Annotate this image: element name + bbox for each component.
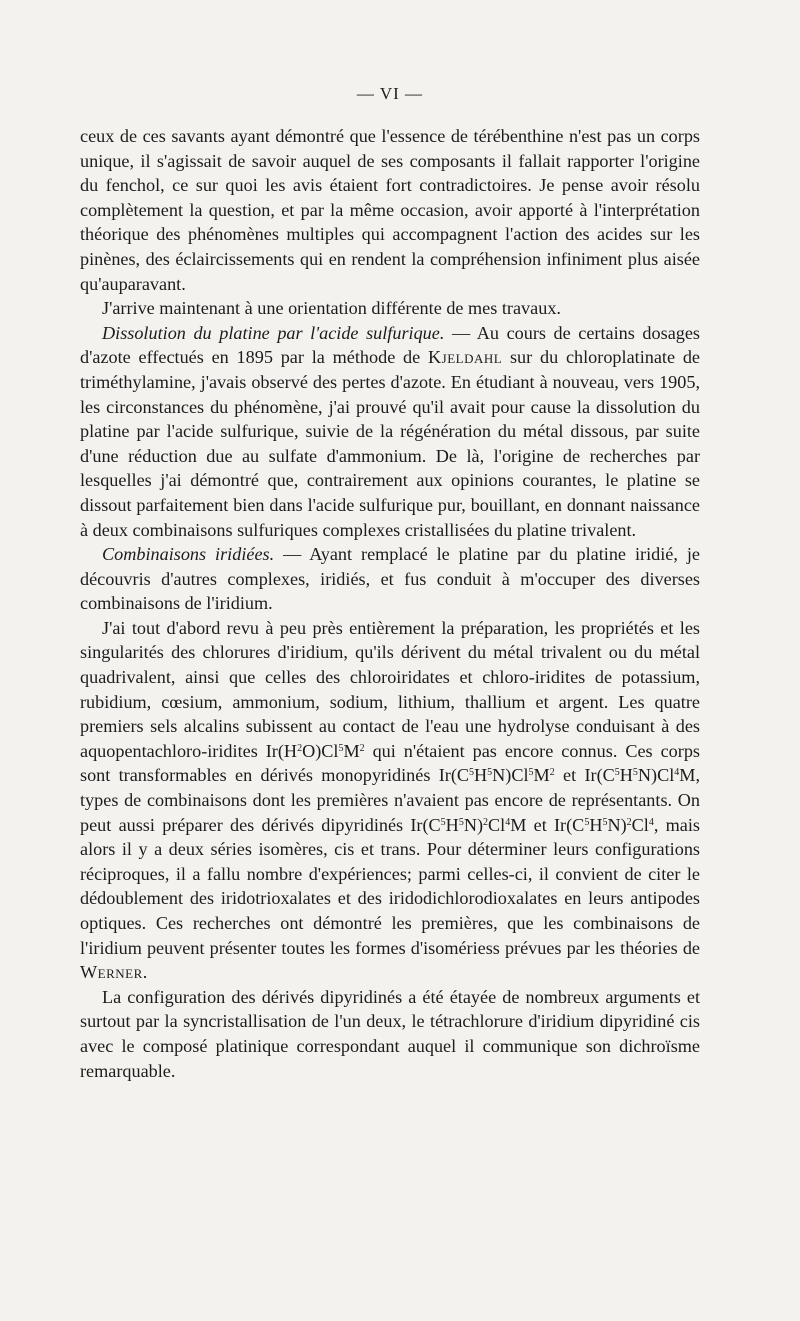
paragraph-4 [80, 542, 700, 616]
text-run: N)Cl [492, 765, 529, 786]
paragraph-1: ceux de ces savants ayant démontré que l'essence de térébenthine n'est pas un corps unique, il s'agissait de savoir auquel de ses composants il fallait rapporter l'origine du fenchol, ce sur quoi les avis étaient fort contradictoires. Je pense avoir résolu complètement la question, et par la même occasion, avoir apporté à l'interprétation théorique des phénomènes multiples qui accompagnent l'action des acides sur les pinènes, des éclaircissements qui en rendent la compréhension infiniment plus aisée qu'auparavant. [80, 126, 700, 294]
subscript-index: 2 [483, 816, 489, 828]
subscript-index: 2 [297, 742, 303, 754]
paragraph-3 [80, 321, 700, 542]
subscript-index: 5 [440, 816, 446, 828]
subscript-index: 2 [549, 767, 555, 779]
subscript-index: 5 [602, 816, 608, 828]
text-run: M et Ir(C [510, 814, 585, 835]
subscript-index: 5 [469, 767, 475, 779]
subscript-index: 5 [632, 767, 638, 779]
text-run: M, types de combinaisons dont les premières n'avaient pas encore de représentants. On peut aussi préparer des dérivés dipyridinés Ir(C [80, 765, 700, 835]
section-lead-dissolution: Dissolution du platine par l'acide sulfurique. [102, 322, 445, 343]
author-name-werner: Werner [80, 962, 143, 983]
subscript-index: 5 [614, 767, 620, 779]
subscript-index: 5 [528, 767, 534, 779]
text-run: Cl [488, 814, 506, 835]
page-number: — VI — [356, 84, 424, 103]
paragraph-2: J'arrive maintenant à une orientation différente de mes travaux. [102, 298, 561, 319]
subscript-index: 2 [359, 742, 365, 754]
subscript-index: 5 [584, 816, 590, 828]
text-run: M [343, 740, 360, 761]
text-run: H [445, 814, 459, 835]
text-run: N) [463, 814, 484, 835]
subscript-index: 5 [458, 816, 464, 828]
text-run: M [533, 765, 550, 786]
text-run: H [589, 814, 603, 835]
subscript-index: 5 [338, 742, 344, 754]
paragraph-5 [80, 616, 700, 985]
author-name-kjeldahl: Kjeldahl [428, 347, 503, 368]
paragraph-3-part-2: sur du chloroplatinate de triméthylamine, j'avais observé des pertes d'azote. En étudiant à nouveau, vers 1905, les circonstances du phénomène, j'ai prouvé qu'il avait pour cause la dissolution du platine par l'acide sulfurique, suivie de la régénération du métal dissous, par suite d'une réduction due au sulfate d'ammonium. De là, l'origine de recherches par lesquelles j'ai démontré que, contrairement aux opinions courantes, le platine se dissout parfaitement bien dans l'acide sulfurique pur, bouillant, en donnant naissance à deux combinaisons sulfuriques complexes cristallisées du platine trivalent. [80, 347, 700, 540]
subscript-index: 2 [626, 816, 632, 828]
paragraph-3-part-1: — Au cours de certains dosages d'azote effectués en 1895 par la méthode de [80, 322, 701, 368]
section-lead-iridiees: Combinaisons iridiées. [102, 544, 275, 565]
text-run: Cl [631, 814, 649, 835]
subscript-index: 4 [648, 816, 654, 828]
text-run: H [474, 765, 488, 786]
subscript-index: 4 [505, 816, 511, 828]
text-run: O)Cl [302, 740, 339, 761]
text-run: qui n'étaient pas encore connus. Ces corps sont transformables en dérivés monopyridinés Ir(C [80, 740, 700, 786]
text-run: . [142, 962, 148, 983]
paragraph-4-text: — Ayant remplacé le platine par du platine iridié, je découvris d'autres complexes, iridiés, et fus conduit à m'occuper des diverses combinaisons de l'iridium. [80, 544, 700, 614]
text-run: N) [607, 814, 627, 835]
paragraph-6: La configuration des dérivés dipyridinés a été étayée de nombreux arguments et surtout par la syncristallisation de l'un deux, le tétrachlorure d'iridium dipyridiné cis avec le composé platinique correspondant auquel il communique son dichroïsme remarquable. [80, 986, 700, 1081]
text-run: H [619, 765, 633, 786]
text-run: N)Cl [637, 765, 675, 786]
text-run: J'ai tout d'abord revu à peu près entièrement la préparation, les propriétés et les singularités des chlorures d'iridium, qu'ils dérivent du métal trivalent ou du métal quadrivalent, ainsi que celles des chloroiridates et chloro-iridites de potassium, rubidium, cœsium, ammonium, sodium, lithium, thallium et argent. Les quatre premiers sels alcalins subissent au contact de l'eau une hydrolyse conduisant à des aquopentachloro-iridites Ir(H [80, 617, 700, 761]
text-run: , mais alors il y a deux séries isomères, cis et trans. Pour déterminer leurs configurations réciproques, il a fallu nombre d'expériences; parmi celles-ci, il convient de citer le dédoublement des iridotrioxalates et des iridodichlorodioxalates en leurs antipodes optiques. Ces recherches ont démontré les premières, que les combinaisons de l'iridium peuvent présenter toutes les formes d'isomériess prévues par les théories de [80, 814, 700, 958]
subscript-index: 5 [487, 767, 493, 779]
document-page [80, 84, 700, 1083]
subscript-index: 4 [674, 767, 680, 779]
text-run: et Ir(C [554, 765, 615, 786]
